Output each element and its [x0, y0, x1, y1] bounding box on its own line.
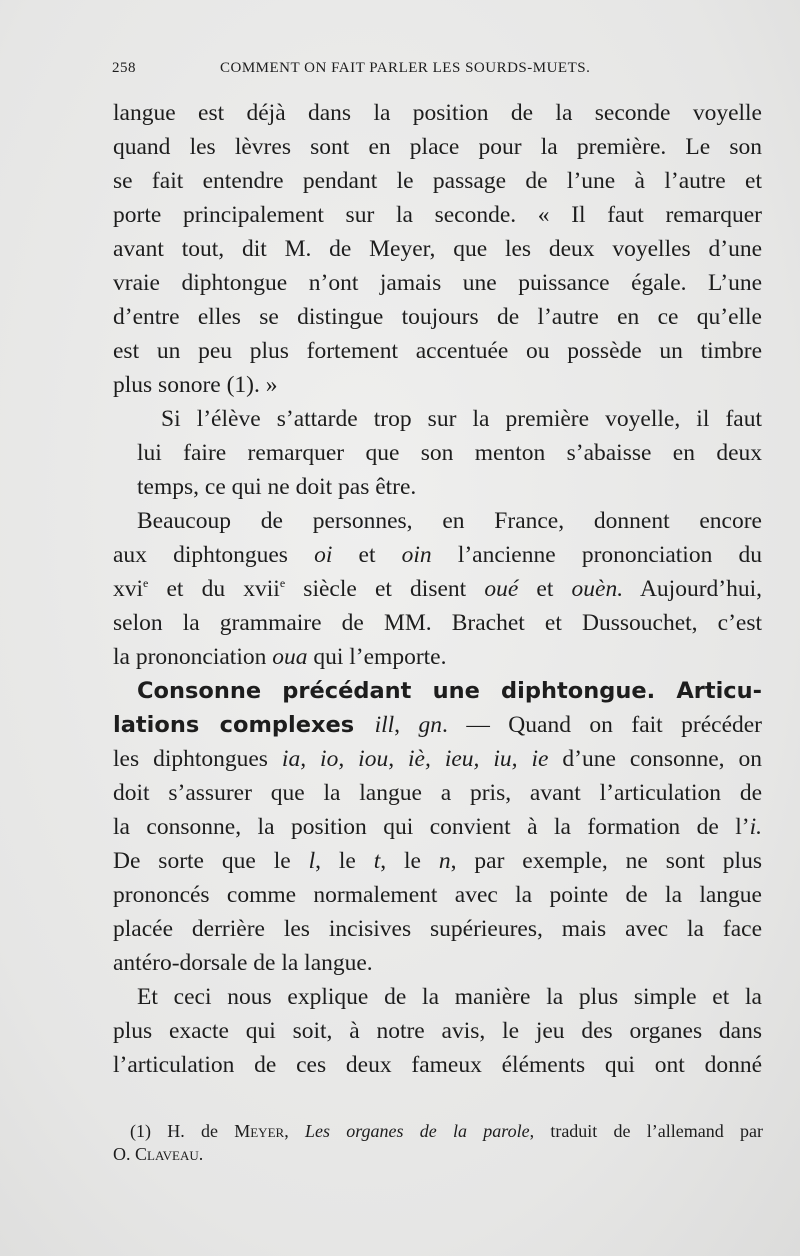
footnote — [113, 1120, 763, 1166]
text-line: porte principalement sur la seconde. « Il faut remarquer — [113, 202, 762, 228]
text-line: d’entre elles se distingue toujours de l’autre en ce qu’elle — [113, 304, 762, 330]
text-run: la prononciation — [113, 644, 273, 670]
text-run: et du xvii — [148, 576, 280, 602]
book-title: Les organes de la parole — [304, 1121, 530, 1141]
paragraph-4 — [113, 674, 762, 980]
text-line — [113, 810, 762, 844]
text-line: temps, ce qui ne doit pas être. — [137, 474, 417, 500]
text-line — [113, 640, 762, 674]
text-line: selon la grammaire de MM. Brachet et Dussouchet, c’est — [113, 610, 762, 636]
text-run: et — [518, 576, 572, 602]
superscript: e — [143, 576, 149, 590]
italic-run: oua — [272, 644, 308, 670]
page-number: 258 — [112, 60, 136, 76]
text-run: , le — [380, 848, 439, 874]
paragraph-1 — [113, 96, 762, 402]
text-run: siècle et disent — [285, 576, 485, 602]
text-run: De sorte que le — [113, 848, 309, 874]
text-line: lui faire remarquer que son menton s’abaisse en deux — [137, 440, 762, 466]
text-run: , par exemple, ne sont plus — [450, 848, 762, 874]
italic-run: ia, io, iou, iè, ieu, iu, ie — [281, 746, 549, 772]
text-run: les diphtongues — [113, 746, 282, 772]
text-line — [113, 844, 762, 878]
paragraph-2 — [113, 402, 762, 504]
author-name: Meyer — [234, 1121, 285, 1141]
text-run: qui l’emporte. — [307, 644, 447, 670]
text-line: placée derrière les incisives supérieures, mais avec la face — [113, 916, 762, 942]
italic-run: ouèn. — [571, 576, 624, 602]
text-run: d’une consonne, on — [548, 746, 762, 772]
heading-run: Consonne précédant une diphtongue. Articu- — [137, 678, 762, 704]
italic-run: gn — [418, 712, 442, 738]
text-line: antéro-dorsale de la langue. — [113, 950, 373, 976]
text-run: , le — [315, 848, 374, 874]
text-run: aux diphtongues — [113, 542, 315, 568]
text-line — [113, 572, 762, 606]
text-run: O. — [113, 1144, 135, 1164]
heading-run: lations complexes — [113, 712, 375, 738]
italic-run: ill — [374, 712, 395, 738]
text-line: plus exacte qui soit, à notre avis, le jeu des organes dans — [113, 1018, 762, 1044]
text-run: Aujourd’hui, — [623, 576, 762, 602]
text-line — [113, 538, 762, 572]
italic-run: oué — [484, 576, 519, 602]
text-run: l’ancienne prononciation du — [431, 542, 762, 568]
text-run: , — [394, 712, 419, 738]
footnote-marker: (1) — [130, 1121, 151, 1141]
text-line: Si l’élève s’attarde trop sur la première voyelle, il faut — [161, 406, 762, 432]
running-title: COMMENT ON FAIT PARLER LES SOURDS-MUETS. — [220, 60, 591, 76]
text-line: langue est déjà dans la position de la seconde voyelle — [113, 100, 762, 126]
text-line: plus sonore (1). » — [113, 372, 278, 398]
italic-run: n — [438, 848, 451, 874]
italic-run: oi — [314, 542, 333, 568]
section-heading — [113, 674, 762, 708]
running-header — [112, 60, 657, 84]
text-line: quand les lèvres sont en place pour la première. Le son — [113, 134, 762, 160]
text-run: , traduit de l’allemand par — [529, 1121, 763, 1141]
text-line — [113, 742, 762, 776]
text-line: prononcés comme normalement avec la pointe de la langue — [113, 882, 762, 908]
text-line: vraie diphtongue n’ont jamais une puissance égale. L’une — [113, 270, 762, 296]
text-run: et — [332, 542, 402, 568]
text-run: , — [284, 1121, 305, 1141]
text-line — [113, 708, 762, 742]
text-run: xvi — [113, 576, 144, 602]
text-line: Beaucoup de personnes, en France, donnent encore — [137, 508, 762, 534]
text-run: la consonne, la position qui convient à la formation de l’ — [113, 814, 750, 840]
text-line: Et ceci nous explique de la manière la plus simple et la — [137, 984, 762, 1010]
text-line: est un peu plus fortement accentuée ou possède un timbre — [113, 338, 762, 364]
text-line: doit s’assurer que la langue a pris, avant l’articulation de — [113, 780, 762, 806]
body-text — [113, 96, 762, 1082]
paragraph-5 — [113, 980, 762, 1082]
footnote-line — [113, 1143, 763, 1166]
text-run: . — [198, 1144, 204, 1164]
italic-run: t — [373, 848, 381, 874]
text-line: se fait entendre pendant le passage de l’une à l’autre et — [113, 168, 762, 194]
text-run: . — Quand on fait précéder — [442, 712, 763, 738]
italic-run: i. — [749, 814, 762, 840]
footnote-line — [130, 1120, 763, 1143]
italic-run: l — [308, 848, 316, 874]
text-run: H. de — [151, 1121, 235, 1141]
italic-run: oin — [401, 542, 432, 568]
text-line: l’articulation de ces deux fameux éléments qui ont donné — [113, 1052, 762, 1078]
paragraph-3 — [113, 504, 762, 674]
superscript: e — [279, 576, 286, 590]
translator-name: Claveau — [135, 1144, 199, 1164]
text-line: avant tout, dit M. de Meyer, que les deux voyelles d’une — [113, 236, 762, 262]
